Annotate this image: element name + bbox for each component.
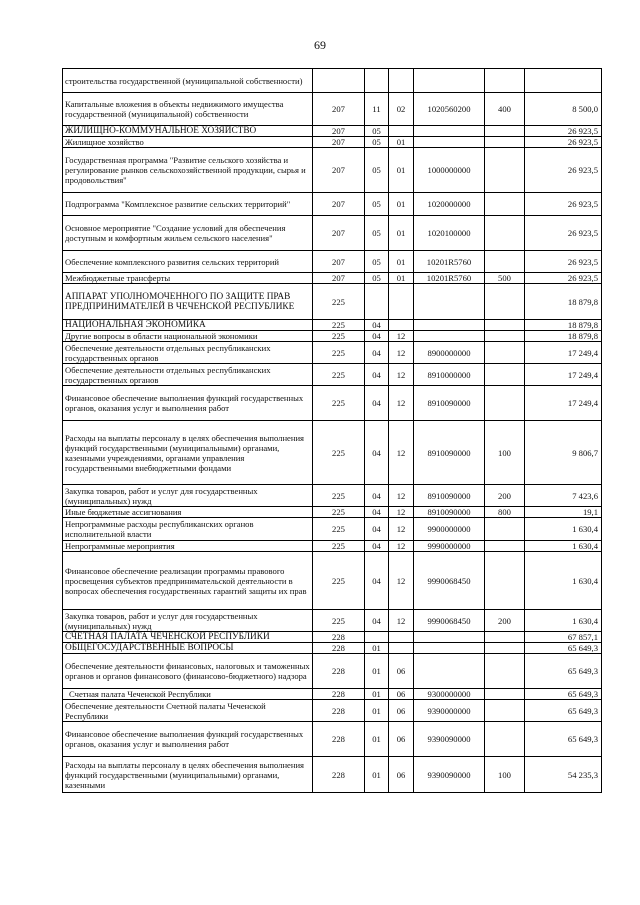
row-rz-cell: 01 (365, 757, 389, 793)
row-vr-cell (485, 689, 525, 700)
row-csr-cell: 9900000000 (414, 518, 485, 541)
table-row (63, 364, 602, 386)
row-amount-cell: 26 923,5 (525, 251, 602, 273)
row-amount-cell: 26 923,5 (525, 137, 602, 148)
row-ved-cell: 228 (313, 757, 365, 793)
row-pr-cell: 12 (389, 518, 414, 541)
row-pr-cell: 06 (389, 757, 414, 793)
row-rz-cell: 01 (365, 700, 389, 722)
row-csr-cell: 1020100000 (414, 216, 485, 251)
row-name-cell: Закупка товаров, работ и услуг для государственных (муниципальных) нужд (63, 485, 313, 507)
row-ved-cell: 225 (313, 507, 365, 518)
row-pr-cell: 02 (389, 93, 414, 126)
row-pr-cell: 06 (389, 689, 414, 700)
row-csr-cell: 9990000000 (414, 541, 485, 552)
row-amount-cell: 17 249,4 (525, 364, 602, 386)
table-row (63, 284, 602, 320)
row-ved-cell: 225 (313, 284, 365, 320)
row-pr-cell: 12 (389, 485, 414, 507)
row-name-cell: Счетная палата Чеченской Республики (63, 689, 313, 700)
row-rz-cell: 04 (365, 342, 389, 364)
row-csr-cell: 9300000000 (414, 689, 485, 700)
row-ved-cell: 228 (313, 722, 365, 757)
row-rz-cell: 01 (365, 643, 389, 654)
row-pr-cell (389, 284, 414, 320)
row-ved-cell: 225 (313, 320, 365, 331)
row-vr-cell (485, 632, 525, 643)
row-name-cell: Финансовое обеспечение выполнения функций государственных органов, оказания услуг и выполнения работ (63, 722, 313, 757)
row-vr-cell (485, 331, 525, 342)
row-amount-cell: 65 649,3 (525, 700, 602, 722)
row-pr-cell: 12 (389, 541, 414, 552)
row-vr-cell: 200 (485, 610, 525, 632)
row-ved-cell: 225 (313, 421, 365, 485)
row-ved-cell: 228 (313, 689, 365, 700)
row-name-cell: Обеспечение деятельности отдельных республиканских государственных органов (63, 364, 313, 386)
row-csr-cell (414, 126, 485, 137)
row-ved-cell: 207 (313, 126, 365, 137)
row-pr-cell: 12 (389, 507, 414, 518)
row-name-cell: Обеспечение деятельности Счетной палаты Чеченской Республики (63, 700, 313, 722)
row-pr-cell: 01 (389, 137, 414, 148)
row-csr-cell (414, 654, 485, 689)
row-vr-cell: 200 (485, 485, 525, 507)
row-rz-cell: 05 (365, 273, 389, 284)
row-ved-cell: 225 (313, 541, 365, 552)
row-rz-cell: 04 (365, 541, 389, 552)
row-vr-cell: 800 (485, 507, 525, 518)
row-rz-cell: 05 (365, 216, 389, 251)
row-amount-cell: 26 923,5 (525, 216, 602, 251)
row-pr-cell: 01 (389, 251, 414, 273)
row-vr-cell: 100 (485, 757, 525, 793)
row-ved-cell: 207 (313, 93, 365, 126)
row-csr-cell: 8900000000 (414, 342, 485, 364)
row-rz-cell (365, 284, 389, 320)
row-rz-cell: 04 (365, 386, 389, 421)
table-row (63, 654, 602, 689)
row-amount-cell: 1 630,4 (525, 552, 602, 610)
row-rz-cell: 05 (365, 251, 389, 273)
table-row (63, 689, 602, 700)
row-pr-cell (389, 320, 414, 331)
row-rz-cell (365, 632, 389, 643)
row-vr-cell (485, 137, 525, 148)
row-vr-cell (485, 148, 525, 193)
row-rz-cell: 01 (365, 722, 389, 757)
row-ved-cell: 207 (313, 273, 365, 284)
row-amount-cell: 65 649,3 (525, 643, 602, 654)
row-csr-cell: 8910090000 (414, 485, 485, 507)
row-name-cell: НАЦИОНАЛЬНАЯ ЭКОНОМИКА (63, 320, 313, 331)
row-vr-cell (485, 193, 525, 216)
row-rz-cell: 04 (365, 364, 389, 386)
row-rz-cell (365, 69, 389, 93)
row-pr-cell (389, 632, 414, 643)
table-row (63, 137, 602, 148)
row-pr-cell: 12 (389, 552, 414, 610)
row-pr-cell: 12 (389, 331, 414, 342)
row-amount-cell: 26 923,5 (525, 126, 602, 137)
row-rz-cell: 04 (365, 485, 389, 507)
row-rz-cell: 05 (365, 126, 389, 137)
row-vr-cell (485, 320, 525, 331)
row-name-cell: Расходы на выплаты персоналу в целях обеспечения выполнения функций государственными (муниципальными) органами, казенными учреждениями, органами управления государственными внебюджетными фондами (63, 421, 313, 485)
row-rz-cell: 04 (365, 610, 389, 632)
row-rz-cell: 11 (365, 93, 389, 126)
row-csr-cell: 10201R5760 (414, 251, 485, 273)
row-csr-cell (414, 69, 485, 93)
row-csr-cell: 10201R5760 (414, 273, 485, 284)
row-pr-cell: 01 (389, 216, 414, 251)
row-rz-cell: 04 (365, 518, 389, 541)
row-ved-cell: 225 (313, 610, 365, 632)
row-pr-cell: 01 (389, 148, 414, 193)
row-vr-cell (485, 386, 525, 421)
row-ved-cell: 225 (313, 364, 365, 386)
row-ved-cell: 207 (313, 193, 365, 216)
row-name-cell: Финансовое обеспечение выполнения функций государственных органов, оказания услуг и выполнения работ (63, 386, 313, 421)
table-row (63, 518, 602, 541)
row-pr-cell (389, 643, 414, 654)
row-amount-cell: 1 630,4 (525, 541, 602, 552)
row-ved-cell: 225 (313, 386, 365, 421)
row-amount-cell: 65 649,3 (525, 689, 602, 700)
row-pr-cell: 12 (389, 386, 414, 421)
row-rz-cell: 04 (365, 331, 389, 342)
table-row (63, 757, 602, 793)
row-vr-cell (485, 284, 525, 320)
row-vr-cell (485, 552, 525, 610)
row-pr-cell: 12 (389, 421, 414, 485)
row-vr-cell: 500 (485, 273, 525, 284)
row-amount-cell: 18 879,8 (525, 320, 602, 331)
row-pr-cell: 06 (389, 654, 414, 689)
row-name-cell: Финансовое обеспечение реализации программы правового просвещения субъектов предпринимательской деятельности в вопросах обеспечения государственных гарантий защиты их прав (63, 552, 313, 610)
row-name-cell: Межбюджетные трансферты (63, 273, 313, 284)
table-row (63, 331, 602, 342)
row-amount-cell: 26 923,5 (525, 193, 602, 216)
table-row (63, 342, 602, 364)
table-row (63, 93, 602, 126)
row-csr-cell (414, 137, 485, 148)
table-row (63, 700, 602, 722)
row-rz-cell: 04 (365, 421, 389, 485)
row-amount-cell: 1 630,4 (525, 518, 602, 541)
row-ved-cell: 207 (313, 148, 365, 193)
row-ved-cell: 228 (313, 632, 365, 643)
row-pr-cell: 12 (389, 610, 414, 632)
row-csr-cell: 9990068450 (414, 610, 485, 632)
row-csr-cell: 9990068450 (414, 552, 485, 610)
row-name-cell: СЧЕТНАЯ ПАЛАТА ЧЕЧЕНСКОЙ РЕСПУБЛИКИ (63, 632, 313, 643)
row-amount-cell: 65 649,3 (525, 654, 602, 689)
row-name-cell: Другие вопросы в области национальной экономики (63, 331, 313, 342)
table-row (63, 541, 602, 552)
row-name-cell: Обеспечение деятельности финансовых, налоговых и таможенных органов и органов финансового (финансово-бюджетного) надзора (63, 654, 313, 689)
row-name-cell: Обеспечение деятельности отдельных республиканских государственных органов (63, 342, 313, 364)
row-csr-cell: 8910090000 (414, 507, 485, 518)
table-row (63, 320, 602, 331)
row-ved-cell: 207 (313, 216, 365, 251)
row-csr-cell (414, 284, 485, 320)
table-row (63, 273, 602, 284)
row-amount-cell: 26 923,5 (525, 273, 602, 284)
table-row (63, 485, 602, 507)
row-vr-cell: 100 (485, 421, 525, 485)
table-row (63, 632, 602, 643)
row-vr-cell (485, 126, 525, 137)
row-ved-cell: 225 (313, 342, 365, 364)
row-vr-cell (485, 722, 525, 757)
row-pr-cell: 06 (389, 700, 414, 722)
row-csr-cell (414, 331, 485, 342)
row-name-cell: Обеспечение комплексного развития сельских территорий (63, 251, 313, 273)
row-ved-cell (313, 69, 365, 93)
row-vr-cell (485, 541, 525, 552)
row-amount-cell: 18 879,8 (525, 331, 602, 342)
row-ved-cell: 228 (313, 643, 365, 654)
budget-table (62, 68, 602, 793)
row-amount-cell: 19,1 (525, 507, 602, 518)
row-ved-cell: 225 (313, 518, 365, 541)
row-amount-cell: 26 923,5 (525, 148, 602, 193)
row-csr-cell: 8910000000 (414, 364, 485, 386)
row-pr-cell: 06 (389, 722, 414, 757)
row-name-cell: Закупка товаров, работ и услуг для государственных (муниципальных) нужд (63, 610, 313, 632)
row-amount-cell: 17 249,4 (525, 342, 602, 364)
row-ved-cell: 228 (313, 654, 365, 689)
row-pr-cell: 01 (389, 193, 414, 216)
row-csr-cell: 9390000000 (414, 700, 485, 722)
row-vr-cell (485, 251, 525, 273)
row-name-cell: строительства государственной (муниципальной собственности) (63, 69, 313, 93)
row-rz-cell: 04 (365, 552, 389, 610)
row-amount-cell: 54 235,3 (525, 757, 602, 793)
row-rz-cell: 04 (365, 320, 389, 331)
table-row (63, 69, 602, 93)
row-amount-cell: 7 423,6 (525, 485, 602, 507)
row-name-cell: Жилищное хозяйство (63, 137, 313, 148)
table-row (63, 421, 602, 485)
row-vr-cell (485, 342, 525, 364)
row-name-cell: Капитальные вложения в объекты недвижимого имущества государственной (муниципальной) собственности (63, 93, 313, 126)
row-csr-cell: 8910090000 (414, 421, 485, 485)
row-rz-cell: 05 (365, 137, 389, 148)
row-ved-cell: 225 (313, 331, 365, 342)
table-row (63, 507, 602, 518)
page-number: 69 (314, 38, 326, 52)
row-vr-cell (485, 654, 525, 689)
table-row (63, 126, 602, 137)
row-csr-cell: 1020560200 (414, 93, 485, 126)
row-amount-cell: 1 630,4 (525, 610, 602, 632)
row-csr-cell: 9390090000 (414, 757, 485, 793)
row-vr-cell (485, 700, 525, 722)
row-pr-cell (389, 69, 414, 93)
row-pr-cell: 12 (389, 342, 414, 364)
table-row (63, 610, 602, 632)
row-rz-cell: 05 (365, 148, 389, 193)
row-name-cell: Государственная программа "Развитие сельского хозяйства и регулирование рынков сельскохозяйственной продукции, сырья и продовольствия" (63, 148, 313, 193)
row-amount-cell: 17 249,4 (525, 386, 602, 421)
table-row (63, 148, 602, 193)
row-rz-cell: 05 (365, 193, 389, 216)
row-vr-cell: 400 (485, 93, 525, 126)
table-row (63, 386, 602, 421)
row-pr-cell (389, 126, 414, 137)
row-name-cell: Непрограммные расходы республиканских органов исполнительной власти (63, 518, 313, 541)
row-amount-cell (525, 69, 602, 93)
row-csr-cell: 1000000000 (414, 148, 485, 193)
row-pr-cell: 01 (389, 273, 414, 284)
row-name-cell: ЖИЛИЩНО-КОММУНАЛЬНОЕ ХОЗЯЙСТВО (63, 126, 313, 137)
row-vr-cell (485, 518, 525, 541)
table-row (63, 251, 602, 273)
row-rz-cell: 01 (365, 654, 389, 689)
row-name-cell: ОБЩЕГОСУДАРСТВЕННЫЕ ВОПРОСЫ (63, 643, 313, 654)
row-csr-cell (414, 643, 485, 654)
row-vr-cell (485, 643, 525, 654)
row-rz-cell: 04 (365, 507, 389, 518)
row-csr-cell: 1020000000 (414, 193, 485, 216)
table-row (63, 552, 602, 610)
row-vr-cell (485, 364, 525, 386)
row-name-cell: АППАРАТ УПОЛНОМОЧЕННОГО ПО ЗАЩИТЕ ПРАВ ПРЕДПРИНИМАТЕЛЕЙ В ЧЕЧЕНСКОЙ РЕСПУБЛИКЕ (63, 284, 313, 320)
row-ved-cell: 207 (313, 137, 365, 148)
row-csr-cell (414, 632, 485, 643)
row-amount-cell: 67 857,1 (525, 632, 602, 643)
row-name-cell: Подпрограмма "Комплексное развитие сельских территорий" (63, 193, 313, 216)
row-vr-cell (485, 216, 525, 251)
row-ved-cell: 228 (313, 700, 365, 722)
table-row (63, 643, 602, 654)
row-ved-cell: 225 (313, 485, 365, 507)
row-amount-cell: 9 806,7 (525, 421, 602, 485)
row-name-cell: Основное мероприятие "Создание условий для обеспечения доступным и комфортным жильем сельского населения" (63, 216, 313, 251)
row-amount-cell: 8 500,0 (525, 93, 602, 126)
table-row (63, 722, 602, 757)
row-rz-cell: 01 (365, 689, 389, 700)
row-pr-cell: 12 (389, 364, 414, 386)
row-ved-cell: 207 (313, 251, 365, 273)
table-row (63, 193, 602, 216)
row-csr-cell: 8910090000 (414, 386, 485, 421)
row-vr-cell (485, 69, 525, 93)
row-amount-cell: 65 649,3 (525, 722, 602, 757)
table-row (63, 216, 602, 251)
row-name-cell: Непрограммные мероприятия (63, 541, 313, 552)
row-ved-cell: 225 (313, 552, 365, 610)
row-name-cell: Расходы на выплаты персоналу в целях обеспечения выполнения функций государственными (муниципальными) органами, казенными (63, 757, 313, 793)
row-amount-cell: 18 879,8 (525, 284, 602, 320)
row-csr-cell: 9390090000 (414, 722, 485, 757)
row-name-cell: Иные бюджетные ассигнования (63, 507, 313, 518)
row-csr-cell (414, 320, 485, 331)
